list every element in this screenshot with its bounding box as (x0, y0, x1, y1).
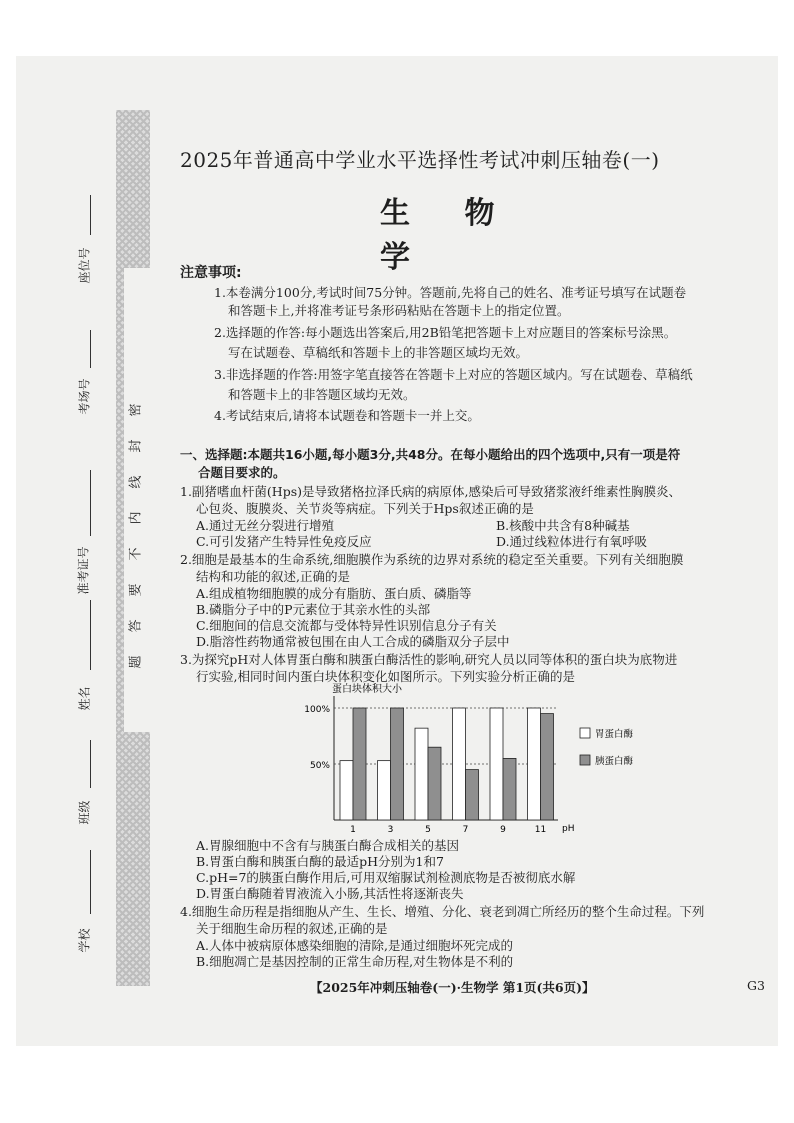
q3-option-a: A.胃腺细胞中不含有与胰蛋白酶合成相关的基因 (196, 838, 460, 853)
seal-char: 密 (128, 403, 144, 417)
exam-room-field[interactable] (76, 330, 104, 450)
question-2-stem (180, 551, 780, 585)
x-tick-label: 9 (500, 825, 506, 835)
field-line (90, 600, 91, 670)
q1-option-c: C.可引发猪产生特异性免疫反应 (196, 534, 372, 549)
notice-item: 3.非选择题的作答:用签字笔直接答在答题卡上对应的答题区域内。写在试题卷、草稿纸 (214, 367, 693, 382)
section-heading (180, 446, 780, 482)
bar-pepsin-ph-11 (528, 708, 541, 820)
q4-option-b: B.细胞凋亡是基因控制的正常生命历程,对生物体是不利的 (196, 954, 514, 969)
seat-number-label: 座位号 (77, 247, 92, 284)
section-heading-line: 合题目要求的。 (198, 465, 286, 480)
admission-number-label: 准考证号 (76, 546, 91, 595)
legend-label-trypsin: 胰蛋白酶 (595, 756, 634, 767)
notice-item: 和答题卡上,并将准考证号条形码粘贴在答题卡上的指定位置。 (228, 303, 570, 318)
seal-char: 不 (128, 547, 144, 561)
field-line (90, 330, 91, 368)
notice-item: 1.本卷满分100分,考试时间75分钟。答题前,先将自己的姓名、准考证号填写在试题卷 (214, 285, 687, 300)
class-label: 班级 (77, 800, 92, 825)
bar-trypsin-ph-11 (541, 714, 554, 820)
field-line (90, 470, 91, 536)
seal-line-text (124, 392, 150, 680)
stem-line: 1.副猪嗜血杆菌(Hps)是导致猪格拉泽氏病的病原体,感染后可导致猪浆液纤维素性胸膜炎、 (180, 484, 681, 499)
q3-option-b: B.胃蛋白酶和胰蛋白酶的最适pH分别为1和7 (196, 854, 444, 869)
subject-title: 生 物 学 (380, 196, 517, 275)
exam-title: 2025年普通高中学业水平选择性考试冲刺压轴卷(一) (180, 148, 660, 172)
notice-item: 4.考试结束后,请将本试题卷和答题卡一并上交。 (214, 408, 480, 423)
school-label: 学校 (77, 928, 92, 953)
name-field[interactable] (76, 600, 104, 720)
seal-char: 答 (128, 619, 144, 633)
stem-line: 行实验,相同时间内蛋白块体积变化如图所示。下列实验分析正确的是 (196, 669, 575, 684)
field-line (90, 740, 91, 788)
x-tick-label: 3 (387, 825, 394, 835)
bar-pepsin-ph-5 (415, 728, 428, 820)
q1-option-a: A.通过无丝分裂进行增殖 (196, 518, 335, 533)
name-label: 姓名 (77, 686, 92, 711)
page-footer: 【2025年冲刺压轴卷(一)·生物学 第1页(共6页)】 (310, 980, 595, 995)
q2-option-b: B.磷脂分子中的P元素位于其亲水性的头部 (196, 602, 431, 617)
stem-line: 关于细胞生命历程的叙述,正确的是 (196, 921, 388, 936)
stem-line: 3.为探究pH对人体胃蛋白酶和胰蛋白酶活性的影响,研究人员以同等体积的蛋白块为底物进 (180, 652, 678, 667)
admission-number-field[interactable] (76, 470, 104, 620)
q2-option-d: D.脂溶性药物通常被包围在由人工合成的磷脂双分子层中 (196, 634, 510, 649)
class-field[interactable] (76, 740, 104, 830)
bar-trypsin-ph-5 (428, 747, 441, 820)
legend-label-pepsin: 胃蛋白酶 (595, 729, 634, 740)
stem-line: 心包炎、腹膜炎、关节炎等病症。下列关于Hps叙述正确的是 (196, 501, 534, 516)
notice-item: 和答题卡上的非答题区域均无效。 (228, 387, 416, 402)
bar-trypsin-ph-3 (391, 708, 404, 820)
seal-char: 要 (128, 583, 144, 597)
bar-pepsin-ph-1 (340, 761, 353, 820)
notice-heading: 注意事项: (180, 265, 242, 281)
legend-swatch-pepsin (580, 728, 590, 738)
seal-char: 线 (128, 475, 144, 489)
q3-option-c: C.pH=7的胰蛋白酶作用后,可用双缩脲试剂检测底物是否被彻底水解 (196, 870, 576, 885)
bar-trypsin-ph-1 (353, 708, 366, 820)
q2-option-a: A.组成植物细胞膜的成分有脂肪、蛋白质、磷脂等 (196, 586, 472, 601)
school-field[interactable] (76, 850, 104, 960)
question-1-stem (180, 483, 780, 517)
section-heading-line: 一、选择题:本题共16小题,每小题3分,共48分。在每小题给出的四个选项中,只有一项是符 (180, 447, 681, 462)
x-tick-group (350, 825, 546, 835)
bar-pepsin-ph-7 (453, 708, 466, 820)
chart-xlabel: pH (562, 824, 575, 834)
stem-line: 结构和功能的叙述,正确的是 (196, 569, 350, 584)
bar-trypsin-ph-9 (503, 758, 516, 820)
legend-swatch-trypsin (580, 755, 590, 765)
seal-char: 封 (128, 439, 144, 453)
q1-option-b: B.核酸中共含有8种碱基 (496, 518, 630, 533)
q2-option-c: C.细胞间的信息交流都与受体特异性识别信息分子有关 (196, 618, 497, 633)
seal-char: 题 (128, 655, 144, 669)
field-line (90, 195, 91, 235)
x-tick-label: 11 (534, 825, 547, 835)
field-line (90, 850, 91, 914)
seal-char: 内 (128, 511, 144, 525)
y-tick-label: 50% (309, 761, 330, 771)
q4-option-a: A.人体中被病原体感染细胞的清除,是通过细胞坏死完成的 (196, 938, 513, 953)
q3-option-d: D.胃蛋白酶随着胃液流入小肠,其活性将逐渐丧失 (196, 886, 464, 901)
stem-line: 4.细胞生命历程是指细胞从产生、生长、增殖、分化、衰老到凋亡所经历的整个生命过程。下列 (180, 904, 705, 919)
chart-ylabel: 蛋白块体积大小 (332, 684, 402, 695)
seat-number-field[interactable] (76, 195, 104, 315)
x-tick-label: 7 (462, 825, 469, 835)
notice-item: 写在试题卷、草稿纸和答题卡上的非答题区域均无效。 (228, 345, 529, 360)
bar-pepsin-ph-9 (490, 708, 503, 820)
stem-line: 2.细胞是最基本的生命系统,细胞膜作为系统的边界对系统的稳定至关重要。下列有关细胞膜 (180, 552, 684, 567)
x-tick-label: 1 (350, 825, 356, 835)
y-tick-label: 100% (304, 705, 330, 715)
bar-trypsin-ph-7 (466, 770, 479, 820)
x-tick-label: 5 (425, 825, 431, 835)
question-4-stem (180, 903, 780, 937)
bar-chart (290, 680, 634, 836)
bar-pepsin-ph-3 (378, 761, 391, 820)
paper-code: G3 (747, 978, 765, 993)
exam-room-label: 考场号 (77, 378, 92, 415)
notice-item: 2.选择题的作答:每小题选出答案后,用2B铅笔把答题卡上对应题目的答案标号涂黑。 (214, 325, 677, 340)
q1-option-d: D.通过线粒体进行有氧呼吸 (496, 534, 648, 549)
